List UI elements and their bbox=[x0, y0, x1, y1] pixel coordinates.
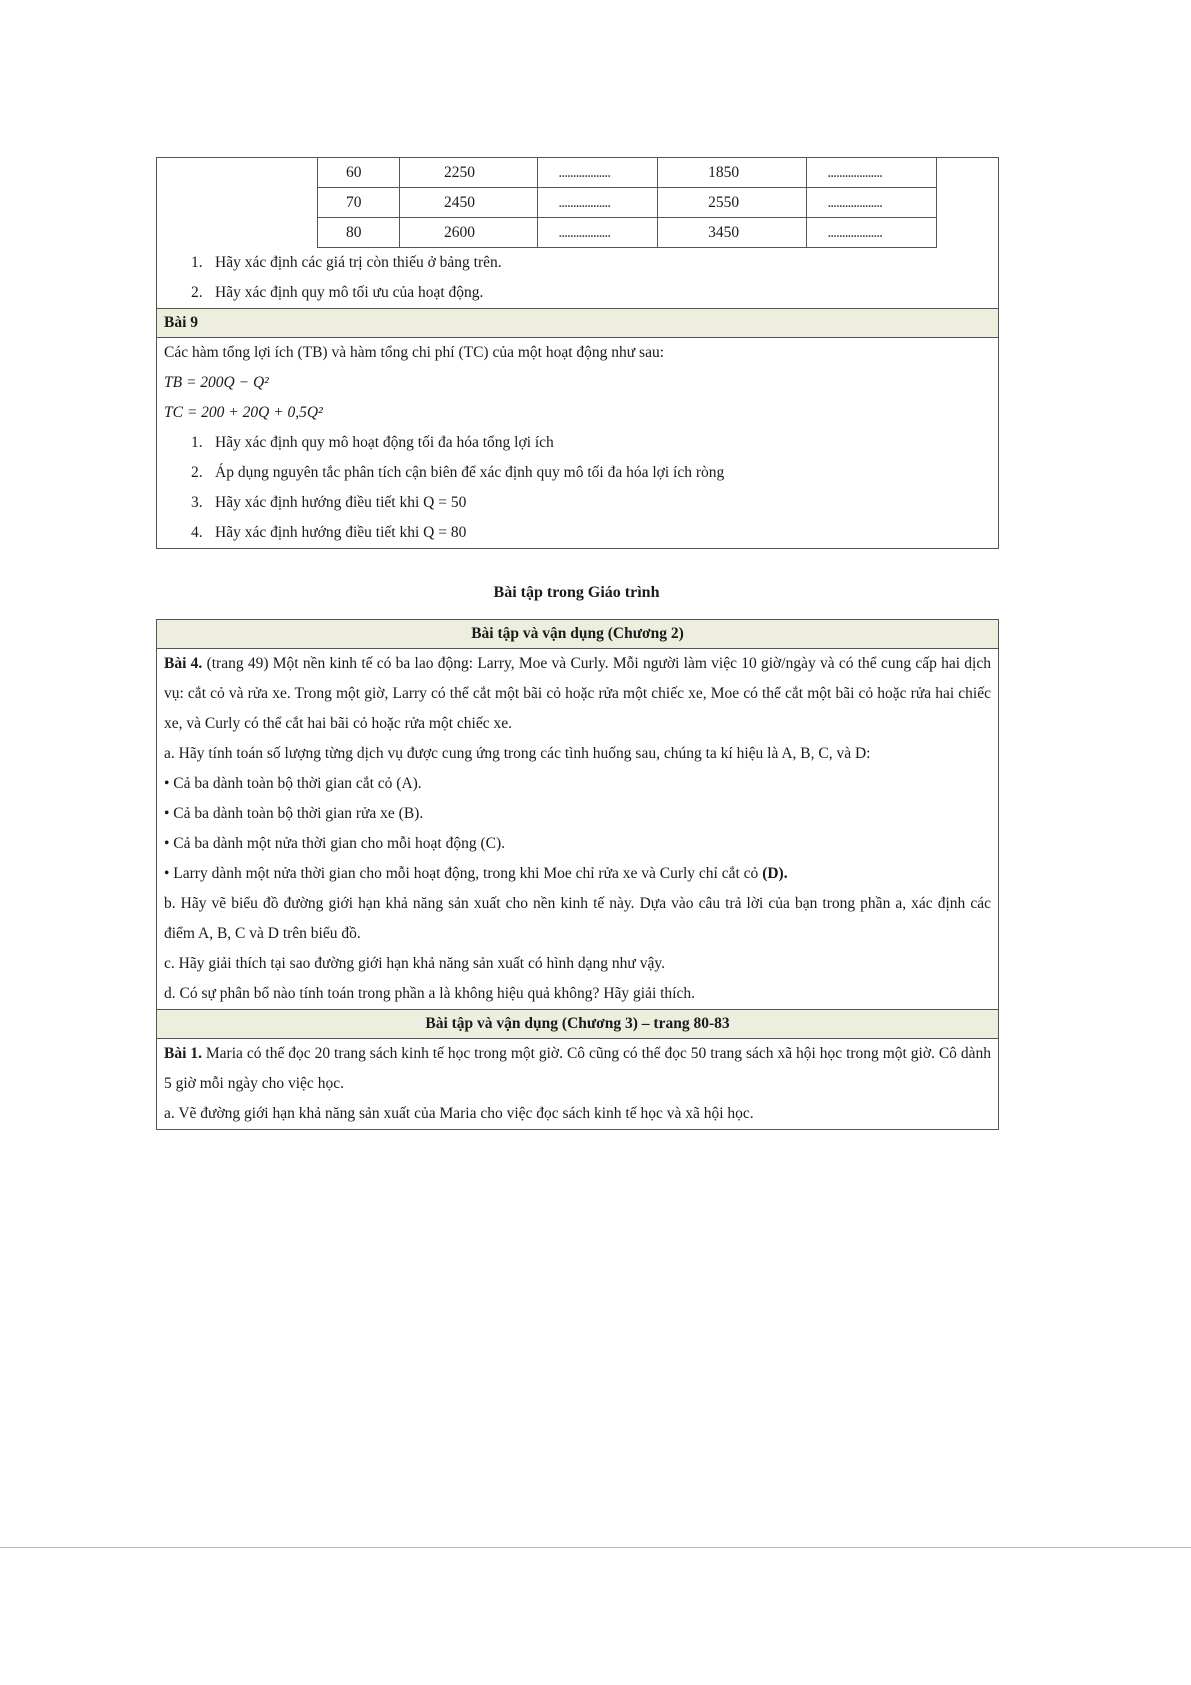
exercise-box-top bbox=[156, 157, 999, 549]
chuong2-part-d: d. Có sự phân bổ nào tính toán trong phần a là không hiệu quả không? Hãy giải thích. bbox=[164, 985, 695, 1002]
chuong3-header: Bài tập và vận dụng (Chương 3) – trang 80-83 bbox=[157, 1009, 998, 1039]
list-item: 1. Hãy xác định các giá trị còn thiếu ở bảng trên. bbox=[191, 254, 502, 271]
chuong2-part-a: a. Hãy tính toán số lượng từng dịch vụ được cung ứng trong các tình huống sau, chúng ta kí hiệu là A, B, C, và D: bbox=[164, 745, 871, 762]
bai9-intro: Các hàm tổng lợi ích (TB) và hàm tổng chi phí (TC) của một hoạt động như sau: bbox=[164, 344, 665, 361]
list-item: • Cả ba dành toàn bộ thời gian cắt cỏ (A). bbox=[164, 775, 422, 792]
cell-blank: .................. bbox=[538, 218, 658, 248]
list-item: 4. Hãy xác định hướng điều tiết khi Q = 80 bbox=[191, 524, 467, 541]
list-item: • Larry dành một nửa thời gian cho mỗi hoạt động, trong khi Moe chỉ rửa xe và Curly chỉ cắt cỏ (D). bbox=[164, 865, 788, 882]
chuong2-part-c: c. Hãy giải thích tại sao đường giới hạn khả năng sản xuất có hình dạng như vậy. bbox=[164, 955, 665, 972]
table-row bbox=[318, 188, 937, 218]
cell-c: 3450 bbox=[658, 218, 807, 248]
page-footer-divider bbox=[0, 1547, 1191, 1548]
cell-blank: .................. bbox=[538, 188, 658, 218]
cell-q: 80 bbox=[318, 218, 400, 248]
tb-formula: TB = 200Q − Q² bbox=[164, 374, 269, 391]
cell-a: 2600 bbox=[400, 218, 538, 248]
cell-blank: ................... bbox=[807, 188, 937, 218]
chuong3-bai1-intro: Bài 1. Maria có thể đọc 20 trang sách kinh tế học trong một giờ. Cô cũng có thể đọc 50 trang sách xã hội học trong một giờ. Cô dành 5 giờ mỗi ngày cho việc học. bbox=[164, 1045, 991, 1092]
cell-q: 70 bbox=[318, 188, 400, 218]
cell-blank: ................... bbox=[807, 218, 937, 248]
chuong3-part-a: a. Vẽ đường giới hạn khả năng sản xuất của Maria cho việc đọc sách kinh tế học và xã hội học. bbox=[164, 1105, 754, 1122]
cell-q: 60 bbox=[318, 158, 400, 188]
table-row bbox=[318, 158, 937, 188]
cell-blank: ................... bbox=[807, 158, 937, 188]
list-item: 2. Hãy xác định quy mô tối ưu của hoạt động. bbox=[191, 284, 484, 301]
cell-a: 2450 bbox=[400, 188, 538, 218]
data-table bbox=[317, 158, 937, 248]
list-item: 3. Hãy xác định hướng điều tiết khi Q = 50 bbox=[191, 494, 467, 511]
bai9-questions bbox=[157, 428, 998, 548]
list-item: 2. Áp dụng nguyên tắc phân tích cận biên để xác định quy mô tối đa hóa lợi ích ròng bbox=[191, 464, 725, 481]
chuong2-header: Bài tập và vận dụng (Chương 2) bbox=[157, 620, 998, 649]
list-item: • Cả ba dành toàn bộ thời gian rửa xe (B). bbox=[164, 805, 424, 822]
list-item: • Cả ba dành một nửa thời gian cho mỗi hoạt động (C). bbox=[164, 835, 506, 852]
cell-a: 2250 bbox=[400, 158, 538, 188]
chuong2-part-b: b. Hãy vẽ biểu đồ đường giới hạn khả năng sản xuất cho nền kinh tế này. Dựa vào câu trả lời của bạn trong phần a, xác định các điểm A, B, C và D trên biểu đồ. bbox=[164, 895, 991, 942]
cell-blank: .................. bbox=[538, 158, 658, 188]
exercise-box-textbook bbox=[156, 619, 999, 1130]
bai9-title: Bài 9 bbox=[157, 308, 998, 338]
section-title: Bài tập trong Giáo trình bbox=[493, 584, 660, 601]
bai8-questions bbox=[157, 248, 998, 308]
cell-c: 1850 bbox=[658, 158, 807, 188]
tc-formula: TC = 200 + 20Q + 0,5Q² bbox=[164, 404, 323, 421]
list-item: 1. Hãy xác định quy mô hoạt động tối đa hóa tổng lợi ích bbox=[191, 434, 554, 451]
table-row bbox=[318, 218, 937, 248]
cell-c: 2550 bbox=[658, 188, 807, 218]
chuong2-bai4-intro: Bài 4. (trang 49) Một nền kinh tế có ba lao động: Larry, Moe và Curly. Mỗi người làm việc 10 giờ/ngày và có thể cung cấp hai dịch vụ: cắt cỏ và rửa xe. Trong một giờ, Larry có thể cắt một bãi cỏ hoặc rửa một chiếc xe, Moe có thể cắt một bãi cỏ hoặc rửa hai chiếc xe, và Curly có thể cắt hai bãi cỏ hoặc rửa một chiếc xe. bbox=[164, 655, 991, 732]
